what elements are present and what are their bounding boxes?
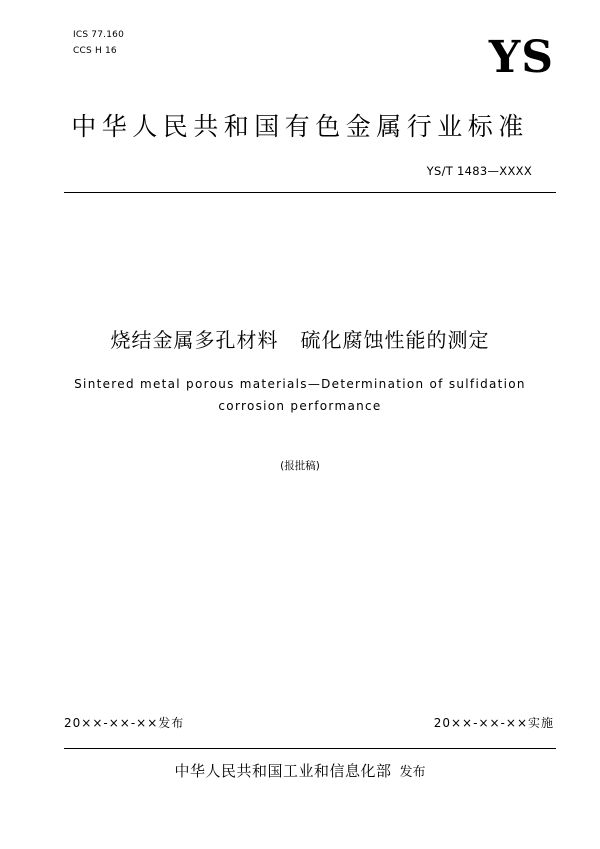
implementation-date: 20××-××-××实施 bbox=[433, 716, 554, 730]
standard-number: YS/T 1483—XXXX bbox=[426, 164, 532, 178]
ics-code: ICS 77.160 bbox=[73, 30, 125, 40]
standard-category-title: 中华人民共和国有色金属行业标准 bbox=[71, 112, 529, 141]
top-divider bbox=[64, 192, 556, 193]
document-title-en-line1: Sintered metal porous materials—Determination of sulfidation bbox=[74, 377, 526, 391]
issue-date: 20××-××-××发布 bbox=[64, 716, 185, 730]
ccs-code: CCS H 16 bbox=[73, 46, 117, 56]
draft-status: (报批稿) bbox=[280, 460, 320, 472]
document-title-cn: 烧结金属多孔材料 硫化腐蚀性能的测定 bbox=[110, 328, 490, 352]
bottom-divider bbox=[64, 748, 556, 749]
publisher-name: 中华人民共和国工业和信息化部 bbox=[174, 762, 392, 780]
document-title-en-line2: corrosion performance bbox=[218, 399, 382, 413]
publisher-line bbox=[0, 760, 600, 781]
ys-logo: YS bbox=[488, 32, 554, 83]
publisher-verb: 发布 bbox=[399, 765, 426, 780]
